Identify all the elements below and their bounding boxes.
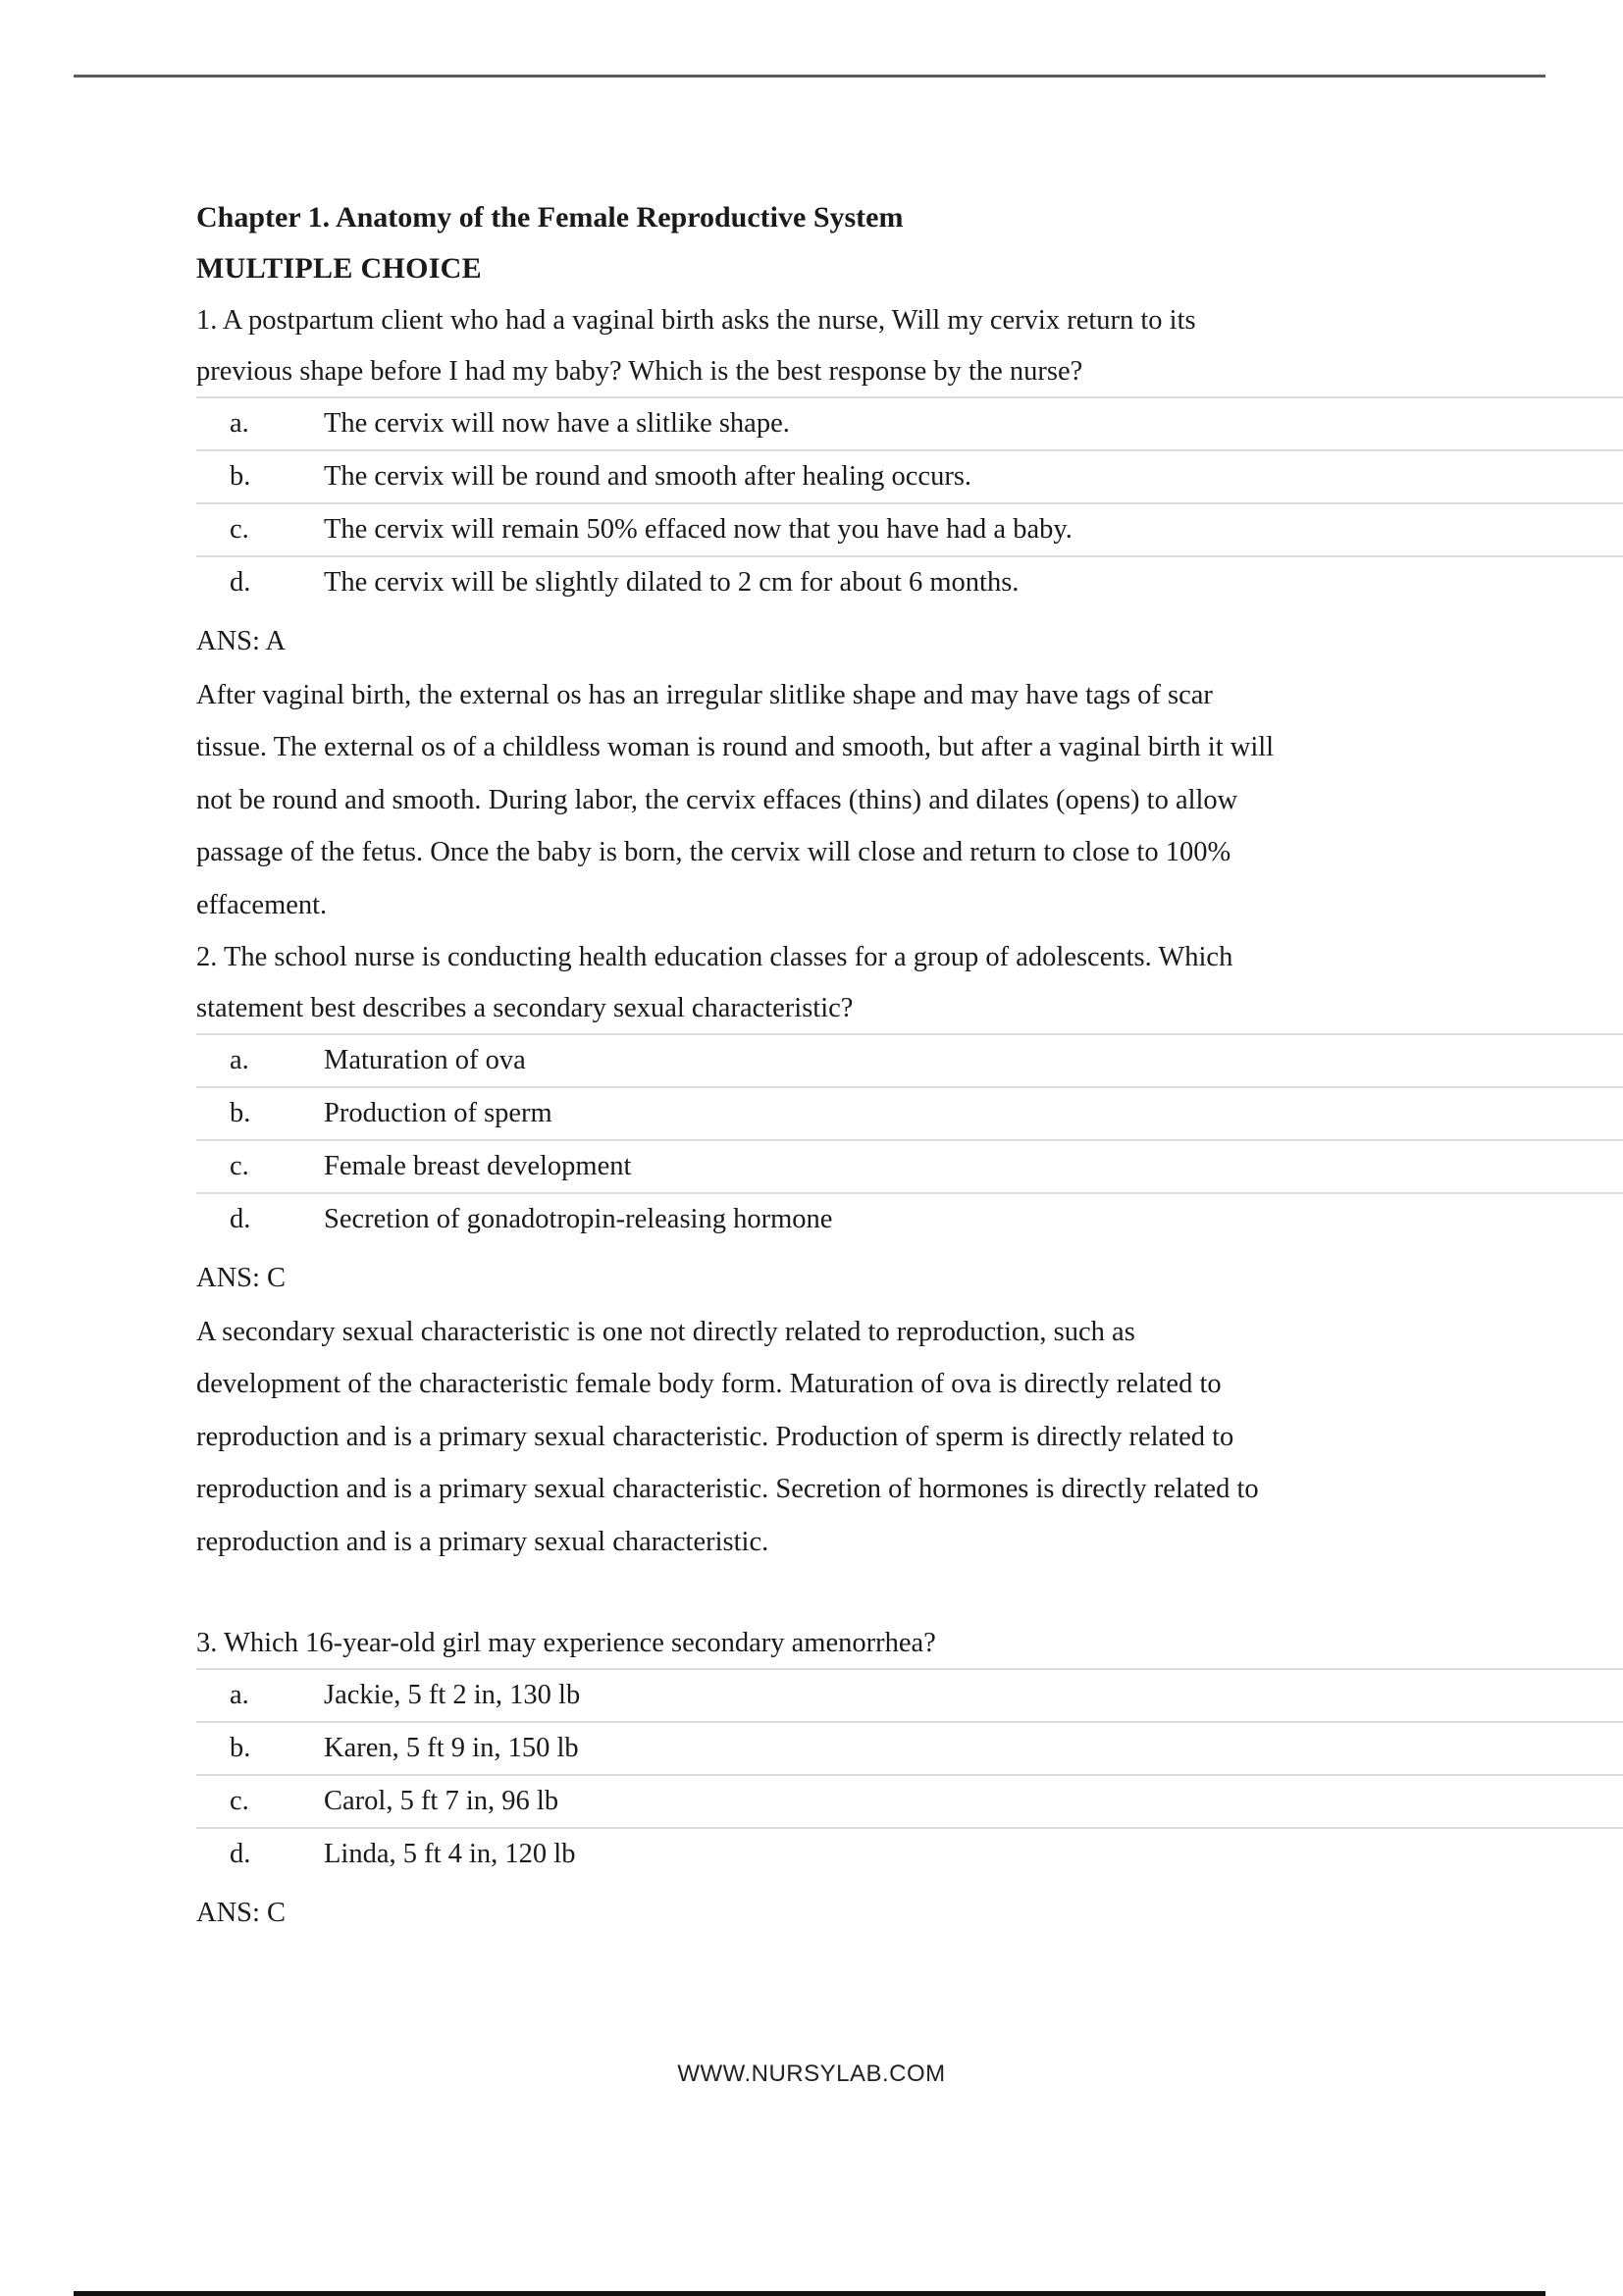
rationale-line: After vaginal birth, the external os has an irregular slitlike shape and may have tags of scar [196,679,1213,710]
option-text: Maturation of ova [324,1044,526,1075]
rationale-line: reproduction and is a primary sexual characteristic. Production of sperm is directly related to [196,1421,1234,1452]
option-letter: b. [230,460,251,492]
option-letter: c. [230,1150,249,1181]
section-title: MULTIPLE CHOICE [196,252,482,285]
rationale-line: A secondary sexual characteristic is one not directly related to reproduction, such as [196,1316,1135,1347]
header-rule [74,75,1545,78]
option-letter: b. [230,1097,251,1128]
option-d [196,1194,1623,1245]
rationale-line: reproduction and is a primary sexual characteristic. [196,1526,769,1557]
option-text: Karen, 5 ft 9 in, 150 lb [324,1733,579,1763]
footer-rule [74,2291,1545,2296]
option-text: The cervix will remain 50% effaced now that you have had a baby. [324,513,1073,545]
rationale-line: effacement. [196,889,328,920]
option-a [196,1035,1623,1088]
rationale-line: reproduction and is a primary sexual characteristic. Secretion of hormones is directly related to [196,1474,1259,1504]
question-stem-line: 3. Which 16-year-old girl may experience secondary amenorrhea? [196,1628,936,1658]
rationale-line: not be round and smooth. During labor, the cervix effaces (thins) and dilates (opens) to allow [196,784,1238,815]
answer-key: ANS: C [196,1898,287,1928]
option-text: The cervix will be round and smooth after healing occurs. [324,460,972,492]
question-2 [196,931,1623,1568]
question-stem-line: 1. A postpartum client who had a vaginal birth asks the nurse, Will my cervix return to its [196,305,1196,336]
options-list [196,1033,1623,1245]
question-stem-line: previous shape before I had my baby? Which is the best response by the nurse? [196,355,1083,387]
option-text: Carol, 5 ft 7 in, 96 lb [324,1786,559,1816]
option-letter: d. [230,1203,251,1234]
rationale-line: passage of the fetus. Once the baby is born, the cervix will close and return to close to 100% [196,837,1231,867]
option-letter: a. [230,407,249,439]
option-text: Linda, 5 ft 4 in, 120 lb [324,1839,576,1869]
option-letter: a. [230,1044,249,1075]
option-d [196,557,1623,608]
option-text: The cervix will be slightly dilated to 2 cm for about 6 months. [324,566,1020,598]
option-letter: c. [230,1786,249,1816]
answer-key: ANS: C [196,1262,287,1293]
options-list [196,396,1623,608]
option-c [196,1141,1623,1194]
question-stem-line: statement best describes a secondary sexual characteristic? [196,992,854,1023]
option-b [196,1723,1623,1776]
rationale-line: development of the characteristic female body form. Maturation of ova is directly related to [196,1369,1222,1399]
option-text: Secretion of gonadotropin-releasing hormone [324,1203,833,1234]
option-text: Jackie, 5 ft 2 in, 130 lb [324,1680,581,1710]
option-text: Production of sperm [324,1097,552,1128]
document-body [196,192,1623,1941]
option-a [196,1670,1623,1723]
footer-website: WWW.NURSYLAB.COM [677,2061,946,2087]
option-b [196,451,1623,504]
question-3 [196,1619,1623,1941]
option-d [196,1829,1623,1880]
option-b [196,1088,1623,1141]
spacer [196,1568,1623,1619]
chapter-title: Chapter 1. Anatomy of the Female Reproductive System [196,201,904,234]
option-c [196,1776,1623,1829]
option-a [196,398,1623,451]
option-text: Female breast development [324,1150,632,1181]
option-letter: c. [230,513,249,545]
answer-key: ANS: A [196,625,287,656]
question-stem-line: 2. The school nurse is conducting health education classes for a group of adolescents. Which [196,942,1233,972]
option-c [196,504,1623,557]
option-letter: b. [230,1733,251,1763]
option-letter: d. [230,566,251,598]
option-letter: a. [230,1680,249,1710]
rationale-line: tissue. The external os of a childless woman is round and smooth, but after a vaginal birth it will [196,732,1275,762]
question-1 [196,294,1623,931]
options-list [196,1668,1623,1880]
option-letter: d. [230,1839,251,1869]
option-text: The cervix will now have a slitlike shape. [324,407,790,439]
